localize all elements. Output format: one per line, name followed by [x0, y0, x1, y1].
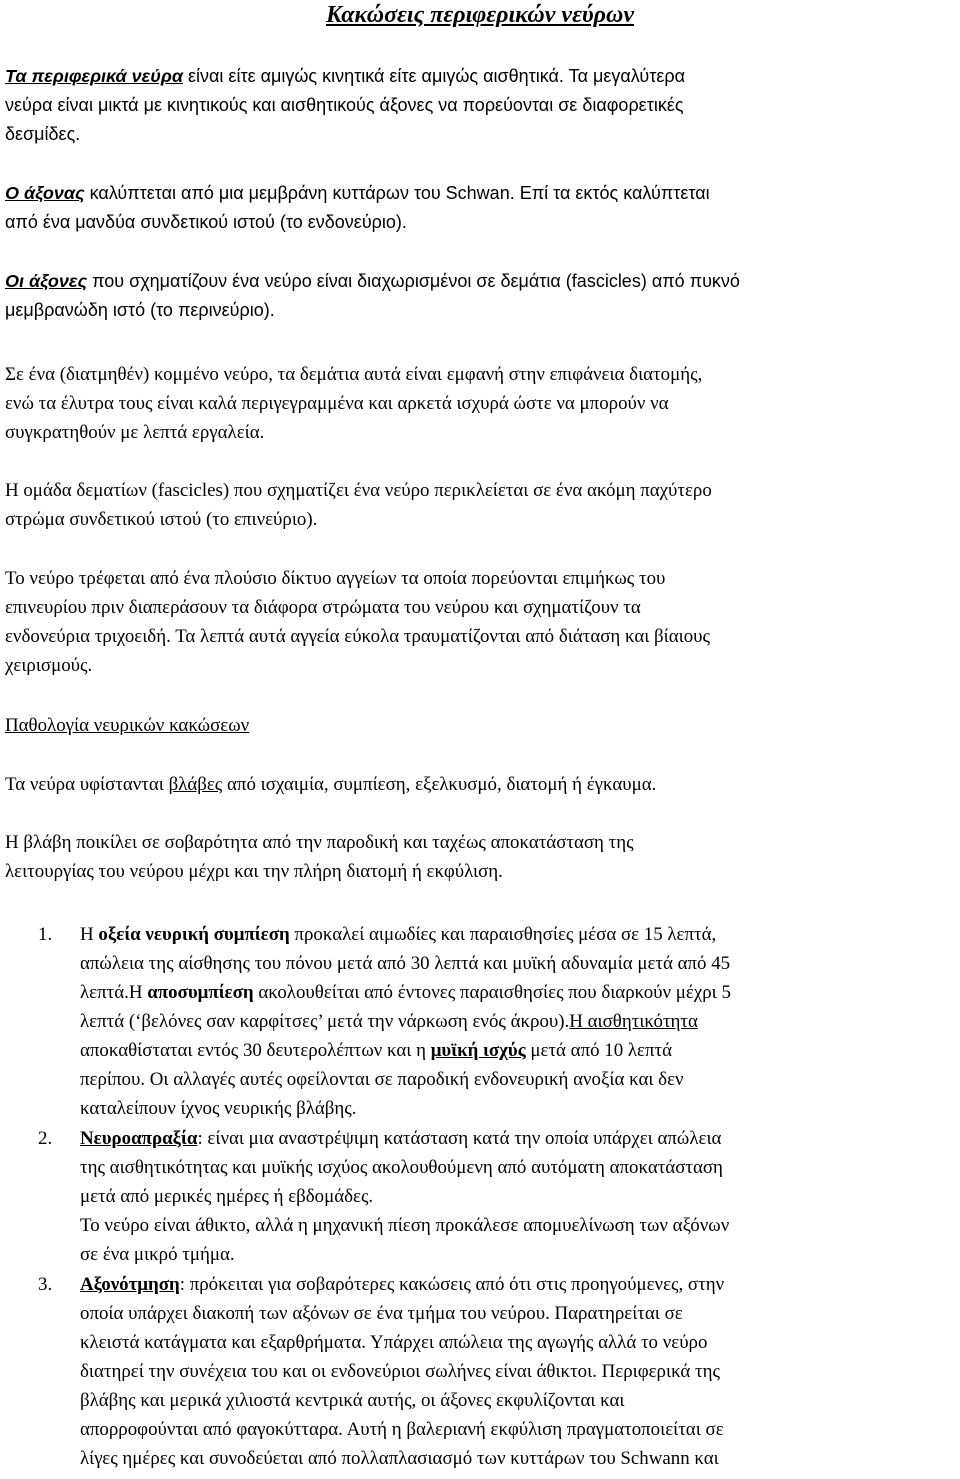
list-number: 2. [38, 1128, 53, 1149]
paragraph-epineurium: Η ομάδα δεματίων (fascicles) που σχηματίζει ένα νεύρο περικλείεται σε ένα ακόμη παχύτερο στρώμα συνδετικού ιστού (το επινεύριο). [5, 480, 712, 530]
term-muscle-strength: μυϊκή ισχύς [430, 1040, 526, 1061]
term-axon: Ο άξονας [5, 183, 85, 203]
term-decompression: αποσυμπίεση [147, 982, 254, 1003]
section-heading-pathology: Παθολογία νευρικών κακώσεων [5, 715, 250, 736]
page-title: Κακώσεις περιφερικών νεύρων [325, 2, 635, 28]
list-item-body: Η οξεία νευρική συμπίεση προκαλεί αιμωδίες και παραισθησίες μέσα σε 15 λεπτά, απώλεια της αίσθησης του πόνου μετά από 30 λεπτά και μυϊκή αδυναμία μετά από 45 λεπτά.Η αποσυμπίεση ακολουθείται από έντονες παραισθησίες που διαρκούν μέχρι 5 λεπτά (‘βελόνες σαν καρφίτσες’ μετά την νάρκωση ενός άκρου).Η αισθητικότητα αποκαθίσταται εντός 30 δευτερολέπτων και η μυϊκή ισχύς μετά από 10 λεπτά περίπου. Οι αλλαγές αυτές οφείλονται σε παροδική ενδονευρική ανοξία και δεν καταλείπουν ίχνος νευρικής βλάβης. [80, 924, 731, 1119]
list-number: 1. [38, 924, 53, 945]
term-damage: βλάβες [168, 774, 223, 795]
paragraph-peripheral-nerves: Τα περιφερικά νεύρα είναι είτε αμιγώς κινητικά είτε αμιγώς αισθητικά. Τα μεγαλύτερα νεύρα είναι μικτά με κινητικούς και αισθητικούς άξονες να πορεύονται σε διαφορετικές δεσμίδες. [5, 66, 685, 144]
term-sensitivity: Η αισθητικότητα [569, 1011, 698, 1032]
list-number: 3. [38, 1274, 53, 1295]
term-axonotmesis: Αξονότμηση [80, 1274, 180, 1295]
list-item-body: Νευροαπραξία: είναι μια αναστρέψιμη κατάσταση κατά την οποία υπάρχει απώλεια της αισθητικότητας και μυϊκής ισχύος ακολουθούμενη από αυτόματη αποκατάσταση μετά από μερικές ημέρες ή εβδομάδες. Το νεύρο είναι άθικτο, αλλά η μηχανική πίεση προκάλεσε απομυελίνωση των αξόνων σε ένα μικρό τμήμα. [80, 1128, 730, 1265]
list-item-body: Αξονότμηση: πρόκειται για σοβαρότερες κακώσεις από ότι στις προηγούμενες, στην οποία υπάρχει διακοπή των αξόνων σε ένα τμήμα του νεύρου. Παρατηρείται σε κλειστά κατάγματα και εξαρθρήματα. Υπάρχει απώλεια της αγωγής αλλά το νεύρο διατηρεί την συνέχεια του και οι ενδονεύριοι σωλήνες είναι άθικτοι. Περιφερικά της βλάβης και μερικά χιλιοστά κεντρικά αυτής, οι άξονες εκφυλίζονται και απορροφούνται από φαγοκύτταρα. Αυτή η βαλεριανή εκφύλιση πραγματοποιείται σε λίγες ημέρες και συνοδεύεται από πολλαπλασιασμό των κυττάρων του Schwann και [80, 1274, 725, 1469]
paragraph-cut-nerve: Σε ένα (διατμηθέν) κομμένο νεύρο, τα δεμάτια αυτά είναι εμφανή στην επιφάνεια διατομής, ενώ τα έλυτρα τους είναι καλά περιγεγραμμένα και αρκετά ισχυρά ώστε να μπορούν να συγκρατηθούν με λεπτά εργαλεία. [5, 364, 703, 443]
paragraph-axons: Οι άξονες που σχηματίζουν ένα νεύρο είναι διαχωρισμένοι σε δεμάτια (fascicles) από πυκνό μεμβρανώδη ιστό (το περινεύριο). [5, 271, 740, 320]
term-neurapraxia: Νευροαπραξία [80, 1128, 198, 1149]
term-axons: Οι άξονες [5, 271, 88, 291]
paragraph-severity: Η βλάβη ποικίλει σε σοβαρότητα από την παροδική και ταχέως αποκατάσταση της λειτουργίας του νεύρου μέχρι και την πλήρη διατομή ή εκφύλιση. [5, 832, 634, 882]
paragraph-axon: Ο άξονας καλύπτεται από μια μεμβράνη κυττάρων του Schwan. Επί τα εκτός καλύπτεται από ένα μανδύα συνδετικού ιστού (το ενδονεύριο). [5, 183, 710, 232]
paragraph-damage-causes: Τα νεύρα υφίστανται βλάβες από ισχαιμία, συμπίεση, εξελκυσμό, διατομή ή έγκαυμα. [5, 774, 657, 795]
term-acute-compression: οξεία νευρική συμπίεση [98, 924, 290, 945]
paragraph-blood-supply: Το νεύρο τρέφεται από ένα πλούσιο δίκτυο αγγείων τα οποία πορεύονται επιμήκως του επινευρίου πριν διαπεράσουν τα διάφορα στρώματα του νεύρου και σχηματίζουν τα ενδονεύρια τριχοειδή. Τα λεπτά αυτά αγγεία εύκολα τραυματίζονται από διάταση και βίαιους χειρισμούς. [5, 568, 711, 676]
term-peripheral-nerves: Τα περιφερικά νεύρα [5, 66, 183, 86]
